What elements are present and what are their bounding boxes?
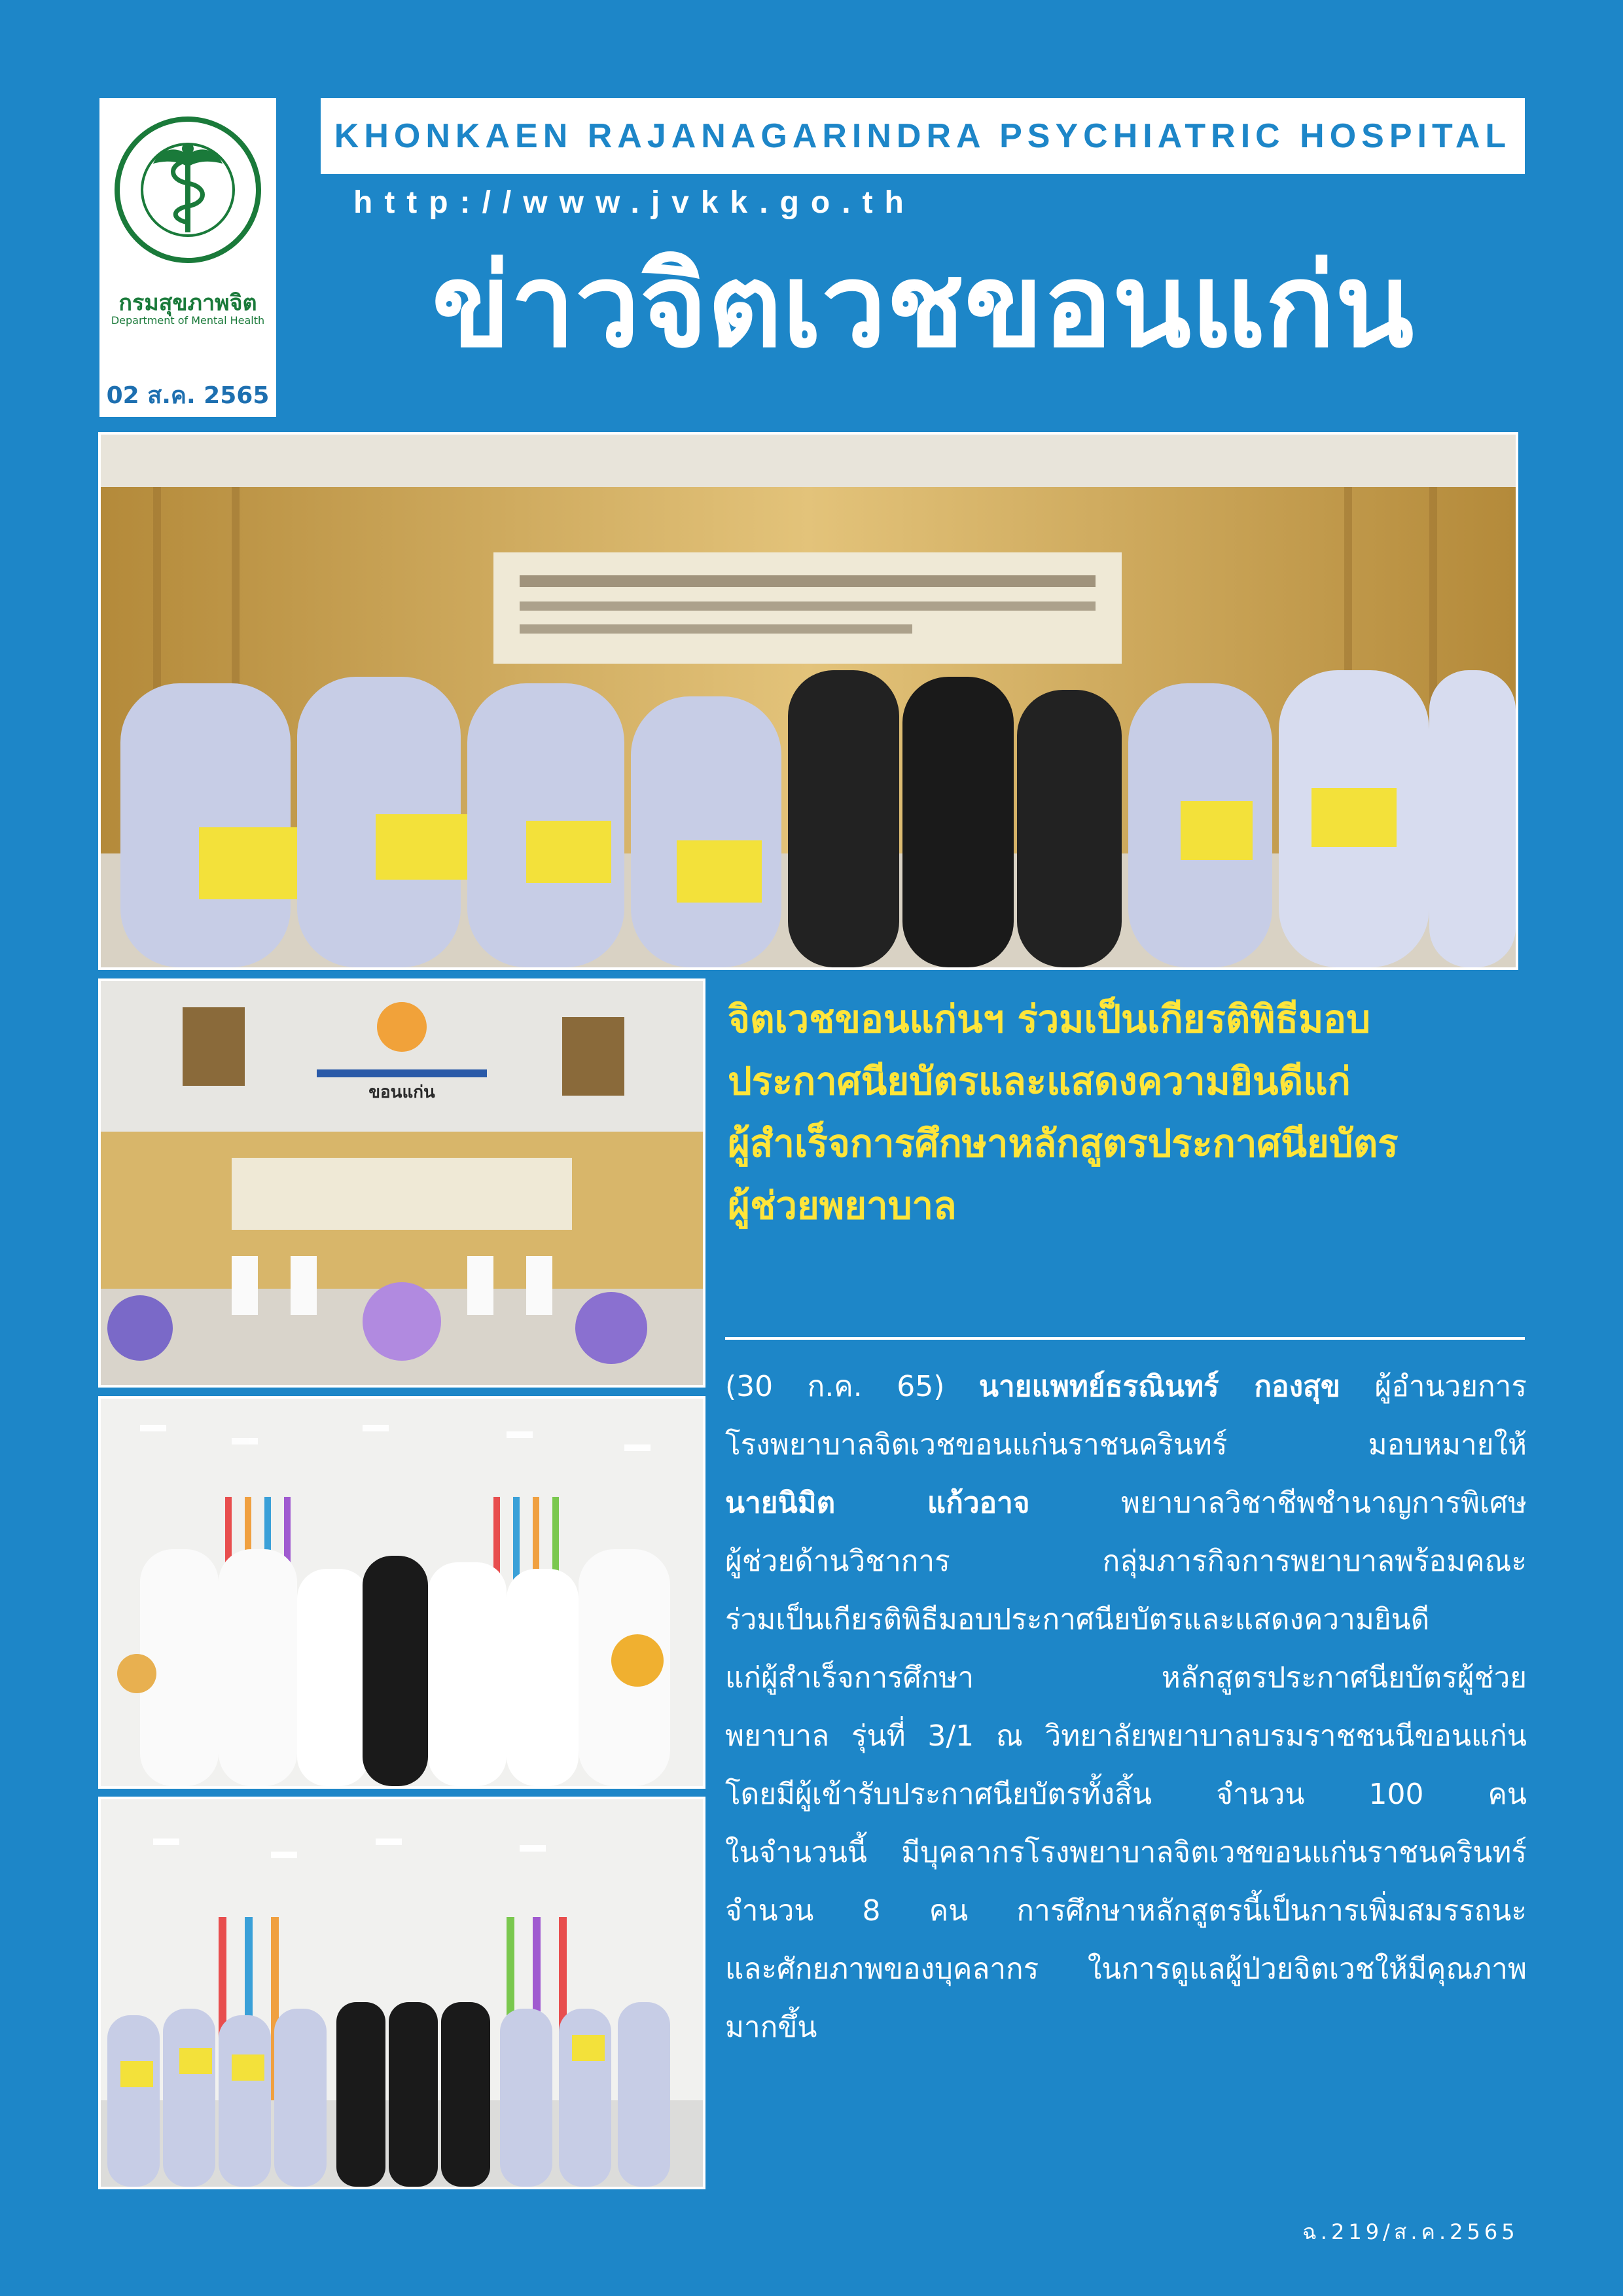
stage-sign-text: ขอนแก่น <box>368 1083 435 1102</box>
body-line: ร่วมเป็นเกียรติพิธีมอบประกาศนียบัตรและแสดงความยินดี <box>725 1603 1430 1636</box>
headline-line-3: ผู้สำเร็จการศึกษาหลักสูตรประกาศนียบัตร <box>728 1121 1399 1166</box>
body-line: ผู้ช่วยด้านวิชาการ กลุ่มภารกิจการพยาบาลพร้อมคณะ <box>725 1545 1527 1578</box>
body-line: จำนวน 8 คน การศึกษาหลักสูตรนี้เป็นการเพิ่มสมรรถนะ <box>725 1894 1527 1928</box>
ministry-emblem-icon <box>113 115 263 265</box>
event-date: (30 ก.ค. 65) <box>725 1370 945 1403</box>
issue-date: 02 ส.ค. 2565 <box>106 382 270 409</box>
article-headline <box>728 988 1526 1237</box>
masthead-title: ข่าวจิตเวชขอนแก่น <box>431 239 1414 373</box>
body-line: ในจำนวนนี้ มีบุคลากรโรงพยาบาลจิตเวชขอนแก่นราชนครินทร์ <box>725 1836 1527 1869</box>
article-body <box>725 1363 1527 2062</box>
body-text-span: ผู้อำนวยการ <box>1374 1370 1527 1403</box>
body-line: โรงพยาบาลจิตเวชขอนแก่นราชนครินทร์ มอบหมายให้ <box>725 1428 1527 1462</box>
hospital-name: KHONKAEN RAJANAGARINDRA PSYCHIATRIC HOSPITAL <box>334 117 1512 155</box>
body-line <box>725 1479 1527 1537</box>
ceremony-group-photo <box>98 432 1518 970</box>
ceremony-stage-photo <box>98 978 705 1388</box>
headline-line-2: ประกาศนียบัตรและแสดงความยินดีแก่ <box>728 1059 1351 1103</box>
staff-group-photo <box>98 1396 705 1789</box>
body-line: แก่ผู้สำเร็จการศึกษา หลักสูตรประกาศนียบัตรผู้ช่วย <box>725 1661 1527 1695</box>
body-line: โดยมีผู้เข้ารับประกาศนียบัตรทั้งสิ้น จำนวน 100 คน <box>725 1778 1527 1811</box>
body-line: พยาบาล รุ่นที่ 3/1 ณ วิทยาลัยพยาบาลบรมราชชนนีขอนแก่น <box>725 1719 1527 1753</box>
director-name: นายแพทย์ธรณินทร์ กองสุข <box>978 1370 1340 1403</box>
document-code: ฉ.219/ส.ค.2565 <box>1302 2219 1519 2244</box>
headline-line-1: จิตเวชขอนแก่นฯ ร่วมเป็นเกียรติพิธีมอบ <box>728 997 1370 1041</box>
website-url[interactable]: http://www.jvkk.go.th <box>353 185 916 220</box>
org-name-english: Department of Mental Health <box>111 314 265 327</box>
org-name-thai: กรมสุขภาพจิต <box>118 290 257 316</box>
body-line: มากขึ้น <box>725 2011 817 2044</box>
hospital-name-banner <box>321 98 1525 174</box>
body-text-span: พยาบาลวิชาชีพชำนาญการพิเศษ <box>1120 1486 1527 1520</box>
delegate-name: นายนิมิต แก้วอาจ <box>725 1486 1030 1520</box>
body-line: และศักยภาพของบุคลากร ในการดูแลผู้ป่วยจิตเวชให้มีคุณภาพ <box>725 1952 1527 1986</box>
graduates-group-photo <box>98 1797 705 2189</box>
body-line <box>725 1363 1527 1421</box>
department-logo-box <box>99 98 276 417</box>
headline-line-4: ผู้ช่วยพยาบาล <box>728 1183 957 1228</box>
headline-divider <box>725 1337 1525 1340</box>
